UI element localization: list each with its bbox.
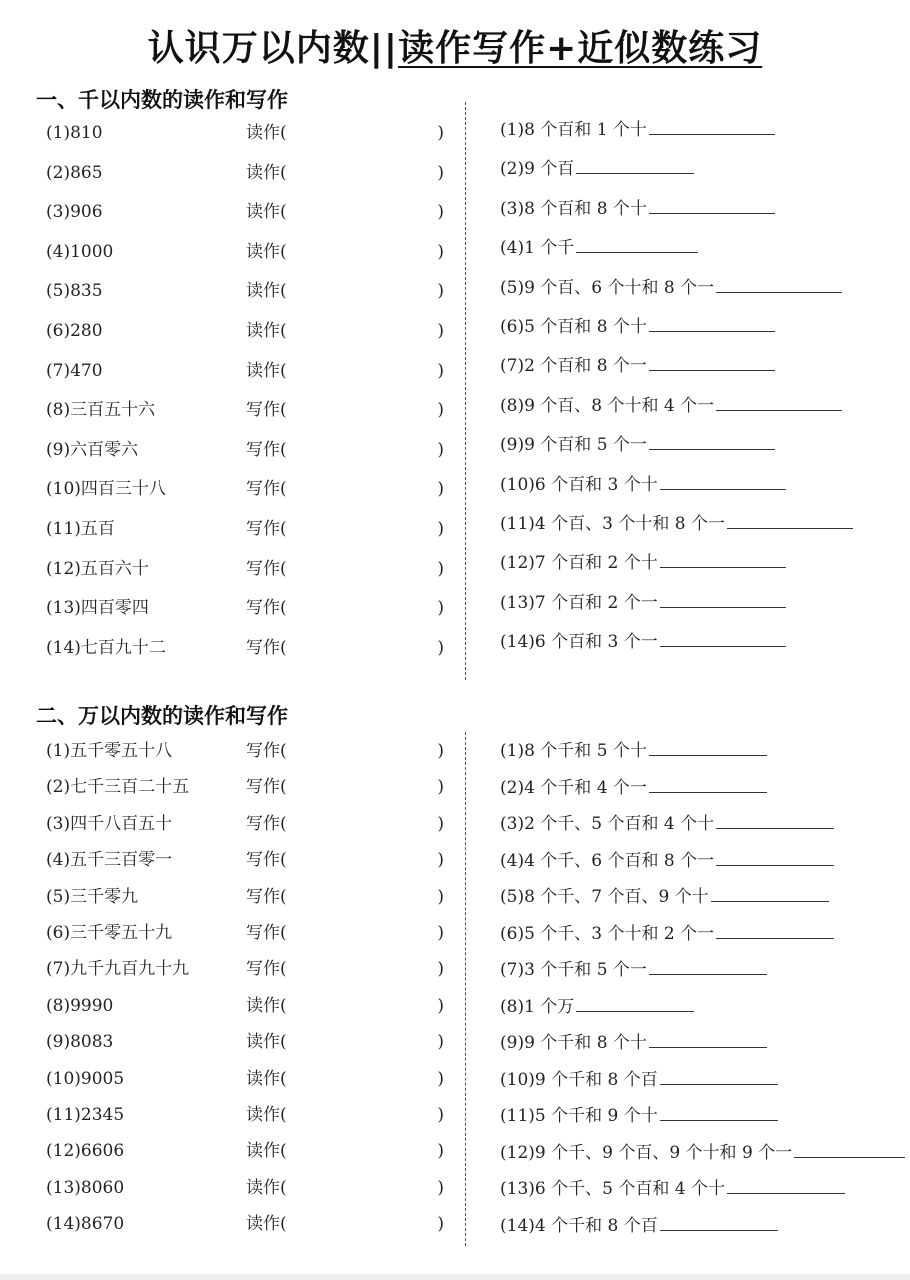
answer-prompt: 读作( xyxy=(246,995,287,1016)
page-bottom-edge xyxy=(0,1274,910,1280)
answer-close-paren: ) xyxy=(437,598,444,619)
exercise-row xyxy=(500,1101,900,1131)
exercise-text: (2)4 个千和 4 个一 xyxy=(500,777,647,798)
exercise-text: (11)4 个百、3 个十和 8 个一 xyxy=(500,514,725,534)
exercise-label: (14)七百九十二 xyxy=(46,637,166,658)
answer-prompt: 写作( xyxy=(246,598,287,619)
answer-blank-line[interactable] xyxy=(660,1102,778,1121)
exercise-label: (8)三百五十六 xyxy=(46,400,156,421)
exercise-row xyxy=(46,809,456,839)
exercise-row xyxy=(46,395,456,425)
exercise-text: (10)9 个千和 8 个百 xyxy=(500,1069,658,1090)
title-part1: 认识万以内数|| xyxy=(147,28,399,69)
exercise-row xyxy=(46,772,456,802)
answer-close-paren: ) xyxy=(437,1105,444,1125)
exercise-row xyxy=(500,773,900,803)
answer-close-paren: ) xyxy=(437,241,444,262)
exercise-row xyxy=(500,470,900,500)
exercise-label: (4)1000 xyxy=(46,241,114,262)
exercise-row xyxy=(500,430,900,460)
exercise-row xyxy=(46,435,456,465)
answer-blank-line[interactable] xyxy=(660,628,786,647)
exercise-row xyxy=(500,391,900,421)
answer-blank-line[interactable] xyxy=(576,234,698,253)
answer-close-paren: ) xyxy=(437,281,444,302)
answer-close-paren: ) xyxy=(437,886,444,907)
exercise-text: (12)7 个百和 2 个十 xyxy=(500,553,658,574)
exercise-row xyxy=(500,882,900,912)
answer-close-paren: ) xyxy=(437,439,444,460)
answer-close-paren: ) xyxy=(437,479,444,500)
answer-prompt: 写作( xyxy=(246,959,287,980)
exercise-row xyxy=(500,509,900,539)
answer-close-paren: ) xyxy=(437,741,444,761)
answer-blank-line[interactable] xyxy=(716,920,834,939)
answer-prompt: 写作( xyxy=(246,850,287,871)
answer-blank-line[interactable] xyxy=(649,774,767,793)
exercise-text: (11)5 个千和 9 个十 xyxy=(500,1106,658,1126)
exercise-row xyxy=(46,1173,456,1203)
exercise-text: (3)8 个百和 8 个十 xyxy=(500,198,647,219)
exercise-text: (14)4 个千和 8 个百 xyxy=(500,1215,658,1236)
exercise-row xyxy=(46,356,456,386)
exercise-row xyxy=(46,1136,456,1166)
exercise-row xyxy=(46,882,456,912)
answer-blank-line[interactable] xyxy=(660,471,786,490)
section2-heading: 二、万以内数的读作和写作 xyxy=(36,704,288,728)
exercise-text: (4)4 个千、6 个百和 8 个一 xyxy=(500,850,715,871)
answer-close-paren: ) xyxy=(437,923,444,943)
exercise-row xyxy=(500,955,900,985)
exercise-text: (12)9 个千、9 个百、9 个十和 9 个一 xyxy=(500,1142,793,1163)
exercise-label: (6)三千零五十九 xyxy=(46,923,173,943)
exercise-row xyxy=(500,273,900,303)
exercise-label: (8)9990 xyxy=(46,995,114,1016)
exercise-row xyxy=(46,514,456,544)
answer-prompt: 读作( xyxy=(246,1105,287,1125)
answer-prompt: 写作( xyxy=(246,637,287,658)
answer-blank-line[interactable] xyxy=(660,1212,778,1231)
exercise-text: (1)8 个千和 5 个十 xyxy=(500,741,647,761)
answer-close-paren: ) xyxy=(437,813,444,834)
exercise-label: (1)五千零五十八 xyxy=(46,741,173,761)
exercise-text: (4)1 个千 xyxy=(500,238,575,259)
exercise-row xyxy=(500,1174,900,1204)
answer-prompt: 读作( xyxy=(246,360,287,381)
exercise-row xyxy=(46,276,456,306)
answer-prompt: 读作( xyxy=(246,1141,287,1162)
exercise-row xyxy=(500,627,900,657)
answer-blank-line[interactable] xyxy=(649,195,775,214)
answer-blank-line[interactable] xyxy=(716,847,834,866)
exercise-label: (6)280 xyxy=(46,321,103,341)
answer-prompt: 读作( xyxy=(246,1032,287,1053)
answer-close-paren: ) xyxy=(437,1214,444,1235)
answer-close-paren: ) xyxy=(437,777,444,798)
exercise-label: (7)九千九百九十九 xyxy=(46,959,190,980)
answer-prompt: 读作( xyxy=(246,162,287,183)
exercise-text: (8)9 个百、8 个十和 4 个一 xyxy=(500,395,715,416)
exercise-text: (2)9 个百 xyxy=(500,159,575,180)
exercise-row xyxy=(46,991,456,1021)
exercise-row xyxy=(46,918,456,948)
exercise-label: (3)四千八百五十 xyxy=(46,813,173,834)
answer-prompt: 读作( xyxy=(246,241,287,262)
section1-divider xyxy=(465,102,466,680)
exercise-label: (13)四百零四 xyxy=(46,598,149,619)
exercise-row xyxy=(46,197,456,227)
exercise-label: (7)470 xyxy=(46,360,103,381)
answer-prompt: 写作( xyxy=(246,741,287,761)
answer-blank-line[interactable] xyxy=(576,155,694,174)
exercise-row xyxy=(46,118,456,148)
answer-blank-line[interactable] xyxy=(716,810,834,829)
section2-divider xyxy=(465,732,466,1246)
exercise-row xyxy=(500,809,900,839)
exercise-label: (1)810 xyxy=(46,123,103,143)
exercise-label: (3)906 xyxy=(46,202,103,223)
exercise-row xyxy=(500,115,900,145)
exercise-row xyxy=(500,588,900,618)
answer-close-paren: ) xyxy=(437,995,444,1016)
exercise-label: (5)835 xyxy=(46,281,103,302)
exercise-row xyxy=(46,1100,456,1130)
answer-close-paren: ) xyxy=(437,1177,444,1198)
exercise-label: (4)五千三百零一 xyxy=(46,850,173,871)
exercise-row xyxy=(46,633,456,663)
answer-close-paren: ) xyxy=(437,1068,444,1089)
answer-blank-line[interactable] xyxy=(716,392,842,411)
answer-blank-line[interactable] xyxy=(649,737,767,756)
answer-prompt: 读作( xyxy=(246,281,287,302)
exercise-label: (10)9005 xyxy=(46,1068,125,1089)
title-part2: 读作写作+近似数练习 xyxy=(398,28,763,69)
answer-blank-line[interactable] xyxy=(649,431,775,450)
exercise-row xyxy=(46,593,456,623)
answer-prompt: 读作( xyxy=(246,202,287,223)
answer-close-paren: ) xyxy=(437,321,444,341)
answer-blank-line[interactable] xyxy=(576,993,694,1012)
answer-blank-line[interactable] xyxy=(716,274,842,293)
answer-prompt: 写作( xyxy=(246,519,287,539)
exercise-row xyxy=(500,1138,900,1168)
answer-close-paren: ) xyxy=(437,202,444,223)
answer-close-paren: ) xyxy=(437,360,444,381)
answer-close-paren: ) xyxy=(437,959,444,980)
exercise-text: (1)8 个百和 1 个十 xyxy=(500,120,647,140)
answer-close-paren: ) xyxy=(437,1032,444,1053)
exercise-row xyxy=(500,1028,900,1058)
answer-prompt: 写作( xyxy=(246,813,287,834)
exercise-row xyxy=(500,312,900,342)
exercise-text: (9)9 个百和 5 个一 xyxy=(500,435,647,456)
exercise-text: (14)6 个百和 3 个一 xyxy=(500,632,658,653)
answer-prompt: 写作( xyxy=(246,923,287,943)
exercise-text: (5)8 个千、7 个百、9 个十 xyxy=(500,887,709,907)
answer-blank-line[interactable] xyxy=(727,510,853,529)
answer-close-paren: ) xyxy=(437,850,444,871)
exercise-text: (3)2 个千、5 个百和 4 个十 xyxy=(500,814,715,834)
answer-close-paren: ) xyxy=(437,1141,444,1162)
answer-prompt: 读作( xyxy=(246,321,287,341)
answer-blank-line[interactable] xyxy=(649,313,775,332)
answer-blank-line[interactable] xyxy=(794,1139,905,1158)
exercise-label: (10)四百三十八 xyxy=(46,479,166,500)
exercise-label: (2)865 xyxy=(46,162,103,183)
answer-prompt: 读作( xyxy=(246,123,287,143)
exercise-text: (10)6 个百和 3 个十 xyxy=(500,474,658,495)
exercise-label: (11)2345 xyxy=(46,1105,125,1125)
exercise-row xyxy=(500,154,900,184)
exercise-row xyxy=(500,919,900,949)
answer-blank-line[interactable] xyxy=(649,1029,767,1048)
answer-blank-line[interactable] xyxy=(727,1175,845,1194)
exercise-label: (12)五百六十 xyxy=(46,558,149,579)
answer-prompt: 读作( xyxy=(246,1177,287,1198)
answer-close-paren: ) xyxy=(437,519,444,539)
answer-prompt: 写作( xyxy=(246,439,287,460)
answer-prompt: 写作( xyxy=(246,886,287,907)
exercise-text: (9)9 个千和 8 个十 xyxy=(500,1033,647,1053)
exercise-row xyxy=(46,954,456,984)
exercise-row xyxy=(46,158,456,188)
answer-blank-line[interactable] xyxy=(711,883,829,902)
exercise-text: (7)3 个千和 5 个一 xyxy=(500,960,647,980)
exercise-row xyxy=(500,548,900,578)
answer-blank-line[interactable] xyxy=(660,1066,778,1085)
exercise-label: (9)8083 xyxy=(46,1032,114,1053)
page-title xyxy=(0,20,910,71)
answer-blank-line[interactable] xyxy=(660,549,786,568)
exercise-label: (12)6606 xyxy=(46,1141,125,1162)
exercise-row xyxy=(46,554,456,584)
exercise-text: (5)9 个百、6 个十和 8 个一 xyxy=(500,277,715,298)
answer-prompt: 写作( xyxy=(246,400,287,421)
answer-blank-line[interactable] xyxy=(649,116,775,135)
exercise-row xyxy=(500,233,900,263)
answer-close-paren: ) xyxy=(437,162,444,183)
exercise-row xyxy=(46,474,456,504)
exercise-label: (14)8670 xyxy=(46,1214,125,1235)
exercise-row xyxy=(46,845,456,875)
exercise-row xyxy=(500,992,900,1022)
exercise-row xyxy=(500,1211,900,1241)
exercise-text: (6)5 个千、3 个十和 2 个一 xyxy=(500,923,715,944)
exercise-label: (2)七千三百二十五 xyxy=(46,777,190,798)
exercise-text: (8)1 个万 xyxy=(500,996,575,1017)
answer-close-paren: ) xyxy=(437,558,444,579)
exercise-row xyxy=(500,846,900,876)
answer-prompt: 读作( xyxy=(246,1068,287,1089)
exercise-row xyxy=(500,1065,900,1095)
answer-blank-line[interactable] xyxy=(660,589,786,608)
exercise-row xyxy=(46,1064,456,1094)
exercise-row xyxy=(500,351,900,381)
exercise-label: (13)8060 xyxy=(46,1177,125,1198)
exercise-row xyxy=(46,736,456,766)
exercise-row xyxy=(500,736,900,766)
answer-close-paren: ) xyxy=(437,637,444,658)
answer-close-paren: ) xyxy=(437,123,444,143)
exercise-row xyxy=(46,1027,456,1057)
exercise-text: (7)2 个百和 8 个一 xyxy=(500,356,647,377)
exercise-label: (5)三千零九 xyxy=(46,886,139,907)
answer-blank-line[interactable] xyxy=(649,352,775,371)
exercise-text: (6)5 个百和 8 个十 xyxy=(500,317,647,337)
exercise-row xyxy=(46,237,456,267)
exercise-row xyxy=(500,194,900,224)
exercise-text: (13)6 个千、5 个百和 4 个十 xyxy=(500,1179,725,1199)
exercise-label: (9)六百零六 xyxy=(46,439,139,460)
answer-prompt: 读作( xyxy=(246,1214,287,1235)
section1-heading: 一、千以内数的读作和写作 xyxy=(36,88,288,112)
answer-prompt: 写作( xyxy=(246,479,287,500)
answer-prompt: 写作( xyxy=(246,558,287,579)
answer-prompt: 写作( xyxy=(246,777,287,798)
answer-blank-line[interactable] xyxy=(649,956,767,975)
exercise-text: (13)7 个百和 2 个一 xyxy=(500,592,658,613)
answer-close-paren: ) xyxy=(437,400,444,421)
exercise-label: (11)五百 xyxy=(46,519,115,539)
exercise-row xyxy=(46,1209,456,1239)
exercise-row xyxy=(46,316,456,346)
